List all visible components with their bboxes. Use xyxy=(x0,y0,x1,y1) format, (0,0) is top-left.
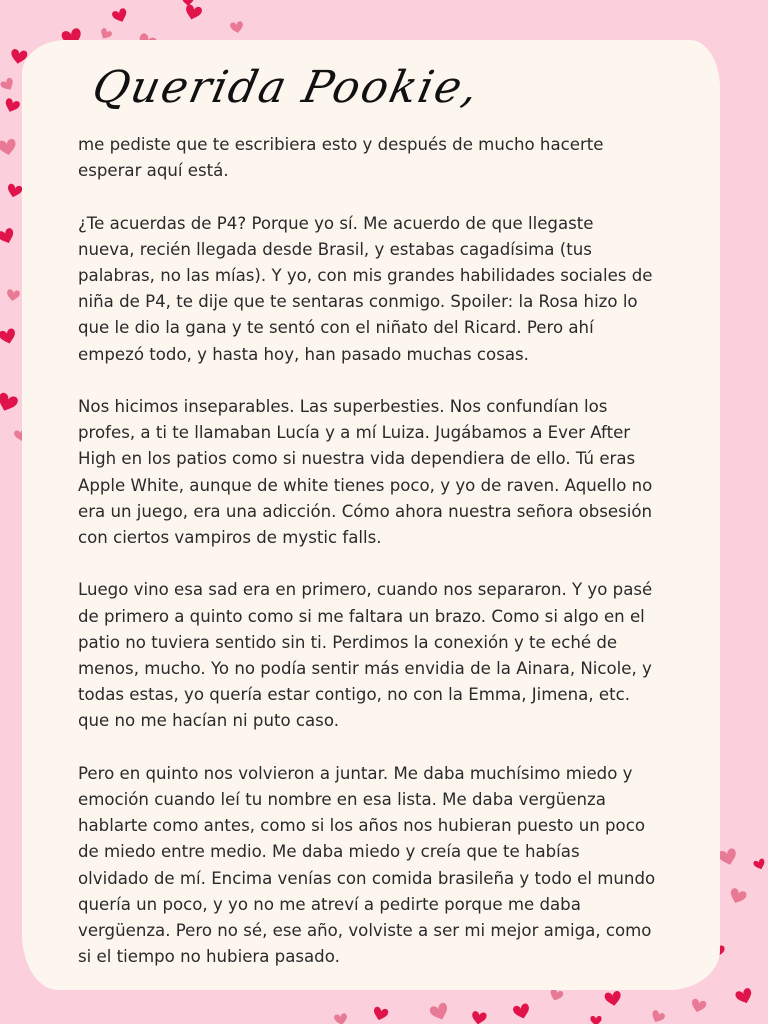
heart-icon xyxy=(0,227,16,246)
heart-icon xyxy=(604,990,622,1007)
heart-icon xyxy=(471,1011,487,1024)
heart-icon xyxy=(372,1006,389,1022)
heart-icon xyxy=(3,97,21,114)
letter-line: esperar aquí está. xyxy=(78,161,229,181)
letter-line: patio no tuviera sentido sin ti. Perdimos la conexión y te eché de xyxy=(78,632,618,652)
heart-icon xyxy=(0,392,19,415)
heart-icon xyxy=(717,848,738,868)
letter-line: de miedo entre medio. Me daba miedo y creía que te habías xyxy=(78,842,580,862)
letter-line: de primero a quinto como si me faltara un brazo. Como si algo en el xyxy=(78,606,645,626)
letter-line: empezó todo, y hasta hoy, han pasado muchas cosas. xyxy=(78,344,529,364)
letter-line: con ciertos vampiros de mystic falls. xyxy=(78,528,382,548)
letter-line: nueva, recién llegada desde Brasil, y estabas cagadísima (tus xyxy=(78,239,592,259)
heart-icon xyxy=(649,1009,665,1024)
heart-icon xyxy=(111,7,129,24)
heart-icon xyxy=(182,0,193,6)
paragraph-gap xyxy=(78,551,698,577)
heart-icon xyxy=(6,289,21,302)
letter-line: me pediste que te escribiera esto y después de mucho hacerte xyxy=(78,135,604,154)
letter-line: niña de P4, te dije que te sentaras conmigo. Spoiler: la Rosa hizo lo xyxy=(78,292,638,312)
heart-icon xyxy=(512,1003,531,1021)
letter-line: High en los patios como si nuestra vida dependiera de ello. Tú eras xyxy=(78,449,636,469)
paragraph-gap xyxy=(78,735,698,761)
paragraph-gap xyxy=(78,184,698,210)
letter-line: profes, a ti te llamaban Lucía y a mí Luiza. Jugábamos a Ever After xyxy=(78,423,631,443)
heart-icon xyxy=(690,998,707,1014)
heart-icon xyxy=(0,138,17,156)
letter-line: todas estas, yo quería estar contigo, no con la Emma, Jimena, etc. xyxy=(78,685,630,705)
letter-line: emoción cuando leí tu nombre en esa lista. Me daba vergüenza xyxy=(78,790,606,810)
letter-line: menos, mucho. Yo no podía sentir más envidia de la Ainara, Nicole, y xyxy=(78,659,652,679)
heart-icon xyxy=(230,21,245,34)
letter-line: Nos hicimos inseparables. Las superbesties. Nos confundían los xyxy=(78,397,608,416)
heart-icon xyxy=(184,4,203,22)
letter-line: si el tiempo no hubiera pasado. xyxy=(78,947,340,967)
letter-line: Apple White, aunque de white tienes poco, y yo de raven. Aquello no xyxy=(78,475,653,495)
letter-line: era un juego, era una adicción. Cómo ahora nuestra señora obsesión xyxy=(78,501,653,521)
heart-icon xyxy=(728,887,748,906)
letter-line: vergüenza. Pero no sé, ese año, volviste a ser mi mejor amiga, como xyxy=(78,921,652,941)
paragraph-gap xyxy=(78,368,698,394)
heart-icon xyxy=(429,1002,451,1023)
heart-icon xyxy=(6,183,23,199)
letter-line: Pero en quinto nos volvieron a juntar. Me daba muchísimo miedo y xyxy=(78,763,633,783)
letter-line: Luego vino esa sad era en primero, cuando nos separaron. Y yo pasé xyxy=(78,580,653,600)
heart-icon xyxy=(734,987,754,1006)
letter-line: que le dio la gana y te sentó con el niñato del Ricard. Pero ahí xyxy=(78,318,594,338)
letter-line: que no me hacían ni puto caso. xyxy=(78,711,339,731)
heart-icon xyxy=(753,858,767,871)
heart-icon xyxy=(590,1016,601,1024)
letter-line: hablarte como antes, como si los años nos hubieran puesto un poco xyxy=(78,816,645,836)
letter-line: quería un poco, y yo no me atreví a pedirte porque me daba xyxy=(78,894,581,914)
heart-icon xyxy=(0,328,17,346)
letter-line: olvidado de mí. Encima venías con comida brasileña y todo el mundo xyxy=(78,868,656,888)
heart-icon xyxy=(0,77,16,93)
letter-line: ¿Te acuerdas de P4? Porque yo sí. Me acuerdo de que llegaste xyxy=(78,213,594,233)
letter-body xyxy=(78,132,698,970)
heart-icon xyxy=(334,1013,349,1024)
letter-line: palabras, no las mías). Y yo, con mis grandes habilidades sociales de xyxy=(78,266,653,285)
salutation: Querida Pookie, xyxy=(88,62,485,113)
